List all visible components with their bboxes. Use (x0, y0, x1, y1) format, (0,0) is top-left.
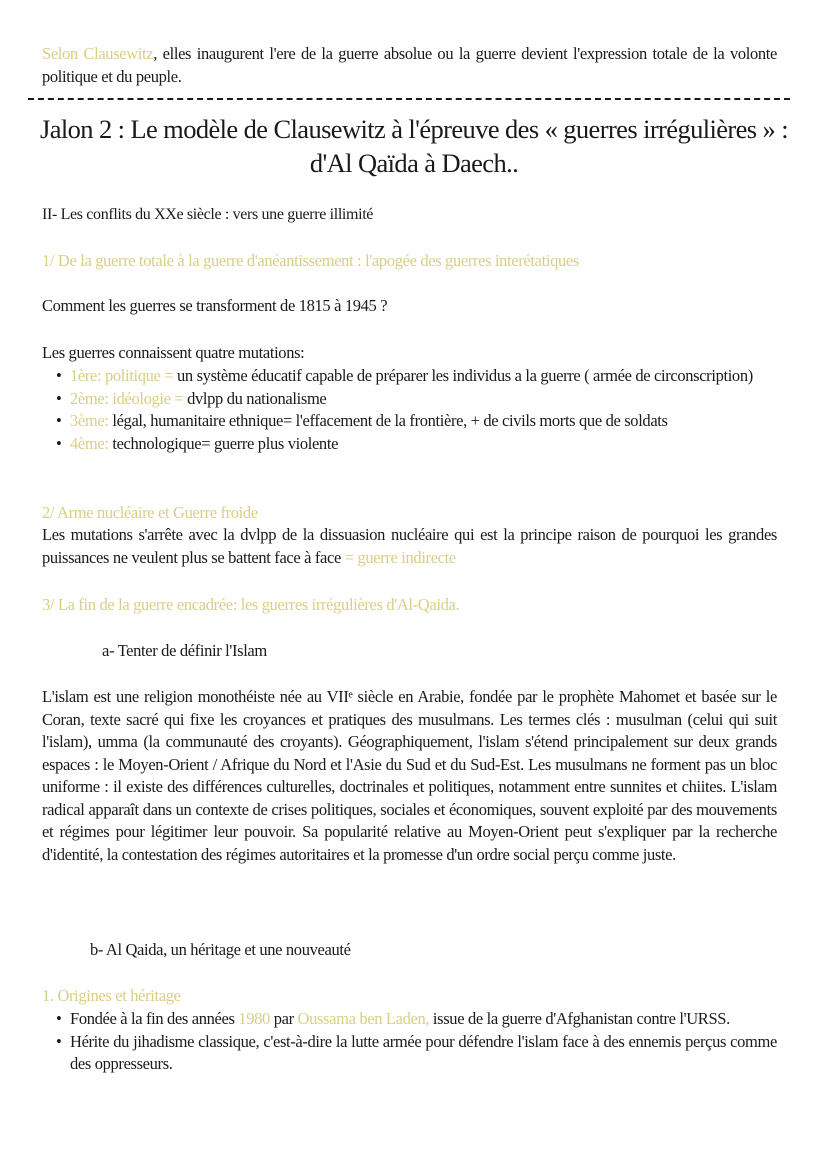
title-line-2: d'Al Qaïda à Daech.. (309, 148, 519, 178)
section-3-heading: 3/ La fin de la guerre encadrée: les guerres irrégulières d'Al-Qaida. (42, 595, 460, 614)
mutation-text: technologique= guerre plus violente (112, 433, 339, 453)
page-title (0, 112, 828, 180)
origins-text: Hérite du jihadisme classique, c'est-à-dire la lutte armée pour défendre l'islam face à des ennemis perçus comme des oppresseurs. (70, 1031, 777, 1073)
mutation-label: 2ème: idéologie = (70, 388, 188, 408)
list-item (42, 433, 777, 456)
dashed-divider (28, 98, 790, 100)
section-1-heading: 1/ De la guerre totale à la guerre d'anéantissement : l'apogée des guerres interétatiques (42, 251, 579, 270)
title-line-1: Jalon 2 : Le modèle de Clausewitz à l'épreuve des « guerres irrégulières » : (39, 114, 788, 144)
subheading-a: a- Tenter de définir l'Islam (102, 641, 267, 660)
subheading-b: b- Al Qaida, un héritage et une nouveauté (90, 940, 351, 959)
bullet-icon: • (56, 1009, 62, 1028)
mutation-label: 4ème: (70, 433, 113, 453)
intro-text: , elles inaugurent l'ere de la guerre absolue ou la guerre devient l'expression totale de la volonte politique et du peuple. (42, 44, 777, 86)
intro-highlight: Selon Clausewitz (42, 44, 154, 63)
bullet-icon: • (56, 366, 62, 385)
list-item (42, 1031, 777, 1076)
list-item (42, 388, 777, 411)
bullet-icon: • (56, 388, 62, 408)
section-2-heading: 2/ Arme nucléaire et Guerre froide (42, 503, 258, 522)
mutations-lead: Les guerres connaissent quatre mutations: (42, 343, 305, 362)
list-item (42, 365, 777, 388)
bullet-icon: • (56, 433, 62, 453)
origins-text: issue de la guerre d'Afghanistan contre l'URSS. (429, 1009, 730, 1028)
mutation-text: un système éducatif capable de préparer les individus a la guerre ( armée de circonscription) (177, 366, 753, 385)
list-item (42, 1008, 777, 1031)
mutation-label: 3ème: (70, 411, 113, 430)
mutation-text: légal, humanitaire ethnique= l'effacement de la frontière, + de civils morts que de soldats (112, 411, 668, 430)
islam-paragraph: L'islam est une religion monothéiste née au VIIᵉ siècle en Arabie, fondée par le prophète Mahomet et basée sur le Coran, texte sacré qui fixe les croyances et pratiques des musulmans. Les termes clés : musulman (celui qui suit l'islam), umma (la communauté des croyants). Géographiquement, l'islam s'étend principalement sur deux grands espaces : le Moyen-Orient / Afrique du Nord et l'Asie du Sud et du Sud-Est. Les musulmans ne forment pas un bloc uniforme : il existe des différences culturelles, doctrinales et politiques, notamment entre sunnites et chiites. L'islam radical apparaît dans un contexte de crises politiques, sociales et économiques, souvent exploité par des mouvements et régimes pour légitimer leur pouvoir. Sa popularité relative au Moyen-Orient peut s'expliquer par la recherche d'identité, la contestation des régimes autoritaires et la promesse d'un ordre social perçu comme juste. (42, 687, 777, 864)
section-2-paragraph (42, 524, 777, 569)
part-heading: II- Les conflits du XXe siècle : vers une guerre illimité (42, 206, 374, 223)
bullet-icon: • (56, 411, 62, 430)
section-1-question: Comment les guerres se transforment de 1815 à 1945 ? (42, 296, 388, 315)
origins-text: par (269, 1009, 298, 1028)
mutation-label: 1ère: politique = (70, 366, 178, 385)
origins-list (42, 1008, 777, 1076)
origins-heading: 1. Origines et héritage (42, 986, 181, 1005)
section-2-highlight: = guerre indirecte (344, 547, 456, 567)
mutation-text: dvlpp du nationalisme (187, 388, 327, 408)
section-2-text: Les mutations s'arrête avec la dvlpp de la dissuasion nucléaire qui est la principe raison de pourquoi les grandes puissances ne veulent plus se battent face à face (42, 525, 777, 567)
origins-text: Fondée à la fin des années (70, 1009, 239, 1028)
intro-paragraph (42, 43, 777, 88)
origins-year: 1980 (238, 1009, 270, 1028)
bullet-icon: • (56, 1031, 62, 1051)
mutations-list (42, 365, 777, 455)
list-item (42, 410, 777, 433)
origins-founder: Oussama ben Laden, (297, 1009, 430, 1028)
